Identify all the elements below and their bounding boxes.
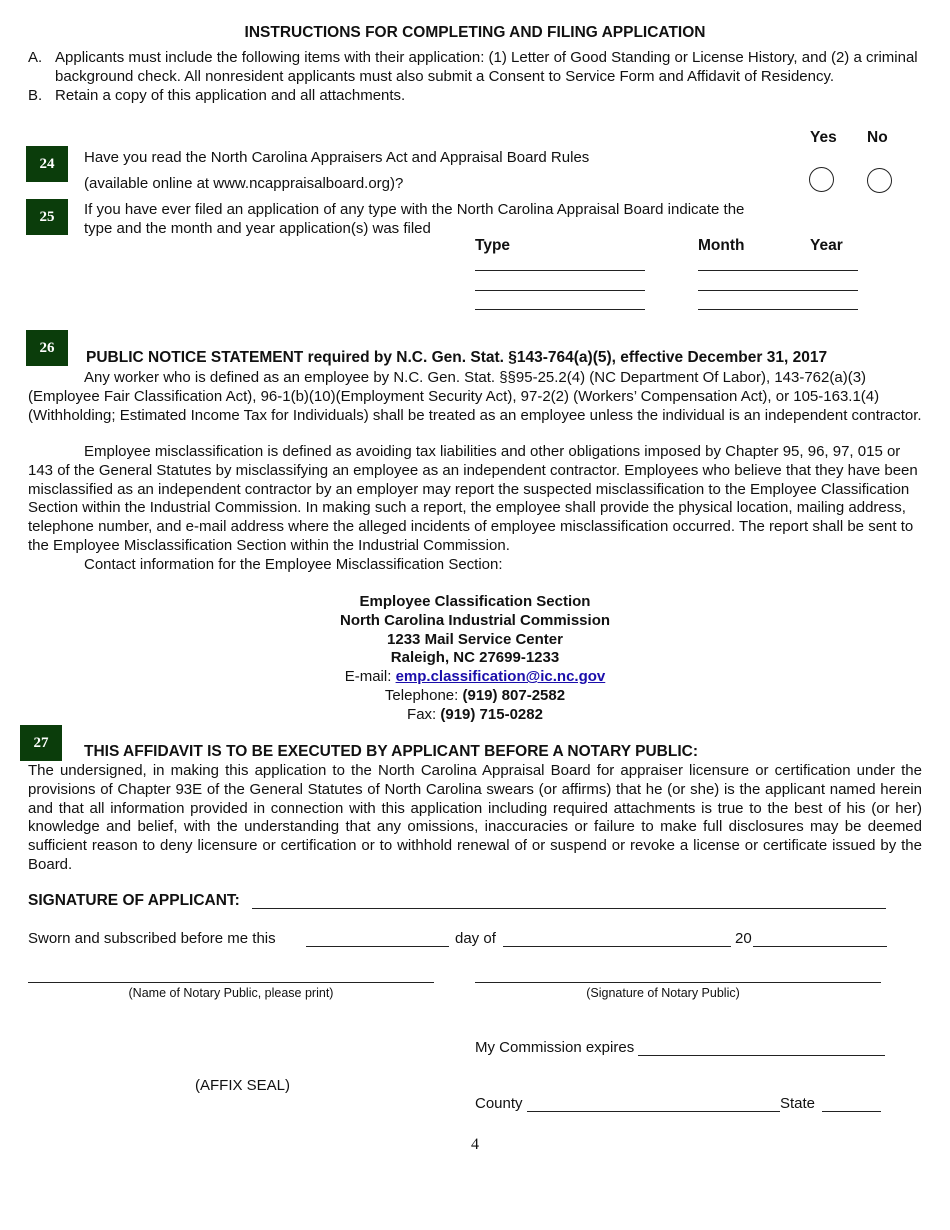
phone-number: (919) 807-2582	[462, 686, 566, 704]
notary-name-line[interactable]	[28, 982, 434, 983]
notary-name-caption: (Name of Notary Public, please print)	[128, 986, 334, 1000]
email-link[interactable]: emp.classification@ic.nc.gov	[395, 668, 606, 686]
yes-column-header: Yes	[810, 129, 837, 146]
year-prefix: 20	[735, 930, 752, 947]
county-label: County	[475, 1095, 523, 1112]
day-of-label: day of	[455, 930, 496, 947]
instruction-item-b	[28, 86, 928, 105]
contact-email-row	[0, 668, 950, 687]
month-year-field-line[interactable]	[698, 290, 858, 291]
type-field-line[interactable]	[475, 290, 645, 291]
instruction-text: Retain a copy of this application and all attachments.	[55, 87, 406, 104]
instruction-text: Applicants must include the following items with their application: (1) Letter of Good Standing or License History, and (2) a criminal background check. All nonresident applicants must also submit a Consent to Service Form and Affidavit of Residency.	[55, 49, 918, 85]
county-line[interactable]	[527, 1111, 780, 1112]
type-field-line[interactable]	[475, 270, 645, 271]
phone-label: Telephone:	[384, 686, 463, 704]
contact-section-name: Employee Classification Section	[359, 593, 591, 610]
section-26-paragraph-1	[28, 369, 922, 425]
sworn-prefix: Sworn and subscribed before me this	[28, 930, 276, 947]
contact-city-line: Raleigh, NC 27699-1233	[390, 649, 560, 667]
notary-signature-caption: (Signature of Notary Public)	[586, 986, 740, 1000]
paragraph-text: Any worker who is defined as an employee by N.C. Gen. Stat. §§95-25.2(4) (NC Department Of Labor), 143-762(a)(3) (Employee Fair Classification Act), 96-1(b)(10)(Employment Security Act), 97-2(2) (Workers’ Compensation Act), or 105-163.1(4) (Withholding; Estimated Income Tax for Individuals) shall be treated as an employee unless the individual is an independent contractor.	[28, 369, 922, 424]
question-number-badge: 24	[26, 146, 68, 182]
page-title: INSTRUCTIONS FOR COMPLETING AND FILING APPLICATION	[244, 24, 706, 41]
paragraph-text: Employee misclassification is defined as avoiding tax liabilities and other obligations imposed by Chapter 95, 96, 97, 015 or 143 of the General Statutes by misclassifying an employee as an independent contractor. Employees who believe that they have been misclassified as an independent contractor by an employer may report the suspected misclassification to the Employee Classification Section within the Industrial Commission. In making such a report, the employee shall provide the physical location, mailing address, telephone number, and e-mail address where the alleged incidents of employee misclassification occurred. The report shall be sent to the Employee Misclassification Section within the Industrial Commission.	[28, 443, 918, 554]
section-26-heading: PUBLIC NOTICE STATEMENT required by N.C. Gen. Stat. §143-764(a)(5), effective December 31, 2017	[86, 349, 828, 366]
affix-seal-label: (AFFIX SEAL)	[195, 1077, 291, 1094]
notary-signature-line[interactable]	[475, 982, 881, 983]
section-number-badge: 26	[26, 330, 68, 366]
instruction-item-a	[28, 48, 928, 86]
type-field-line[interactable]	[475, 309, 645, 310]
month-column-header: Month	[698, 237, 745, 254]
signature-label: SIGNATURE OF APPLICANT:	[28, 892, 240, 909]
no-radio-button[interactable]	[867, 168, 892, 193]
section-number-badge: 27	[20, 725, 62, 761]
contact-agency-name: North Carolina Industrial Commission	[339, 611, 611, 629]
month-year-field-line[interactable]	[698, 270, 858, 271]
month-year-field-line[interactable]	[698, 309, 858, 310]
question-24-line2: (available online at www.ncappraisalboard.org)?	[84, 175, 404, 192]
section-26-paragraph-3	[28, 556, 922, 575]
sworn-year-line[interactable]	[753, 946, 887, 947]
affidavit-text: The undersigned, in making this application to the North Carolina Appraisal Board for appraiser licensure or certification under the provisions of Chapter 93E of the General Statutes of North Carolina swears (or affirms) that he (or she) is the applicant named herein and that all information provided in connection with this application including required attachments is true to the best of his (or her) knowledge and belief, with the understanding that any omissions, inaccuracies or failure to make full disclosures may be deemed sufficient reason to deny licensure or certification or to withhold renewal of or suspend or revoke a license or certificate issued by the Board.	[28, 762, 922, 873]
section-26-paragraph-2	[28, 443, 922, 556]
email-label: E-mail:	[344, 668, 396, 686]
year-column-header: Year	[810, 237, 843, 254]
contact-address-line: 1233 Mail Service Center	[387, 630, 563, 648]
no-column-header: No	[867, 129, 888, 146]
fax-label: Fax:	[407, 705, 441, 723]
applicant-signature-line[interactable]	[252, 908, 886, 909]
fax-number: (919) 715-0282	[440, 705, 543, 723]
state-line[interactable]	[822, 1111, 881, 1112]
yes-radio-button[interactable]	[809, 167, 834, 192]
sworn-date-line[interactable]	[306, 946, 449, 947]
sworn-month-line[interactable]	[503, 946, 731, 947]
type-column-header: Type	[475, 237, 511, 254]
question-25-text: If you have ever filed an application of any type with the North Carolina Appraisal Board indicate the type and the month and year application(s) was filed	[84, 201, 745, 237]
commission-label: My Commission expires	[475, 1039, 635, 1056]
instruction-label: A.	[28, 49, 43, 66]
contact-fax-row	[0, 706, 950, 725]
commission-expires-line[interactable]	[638, 1055, 885, 1056]
contact-phone-row	[0, 687, 950, 706]
paragraph-text: Contact information for the Employee Misclassification Section:	[84, 556, 503, 573]
section-27-heading: THIS AFFIDAVIT IS TO BE EXECUTED BY APPLICANT BEFORE A NOTARY PUBLIC:	[84, 743, 699, 760]
page-number: 4	[471, 1136, 479, 1153]
question-24-line1: Have you read the North Carolina Appraisers Act and Appraisal Board Rules	[84, 149, 590, 166]
contact-block	[0, 593, 950, 725]
instruction-label: B.	[28, 87, 43, 104]
question-number-badge: 25	[26, 199, 68, 235]
state-label: State	[780, 1095, 816, 1112]
